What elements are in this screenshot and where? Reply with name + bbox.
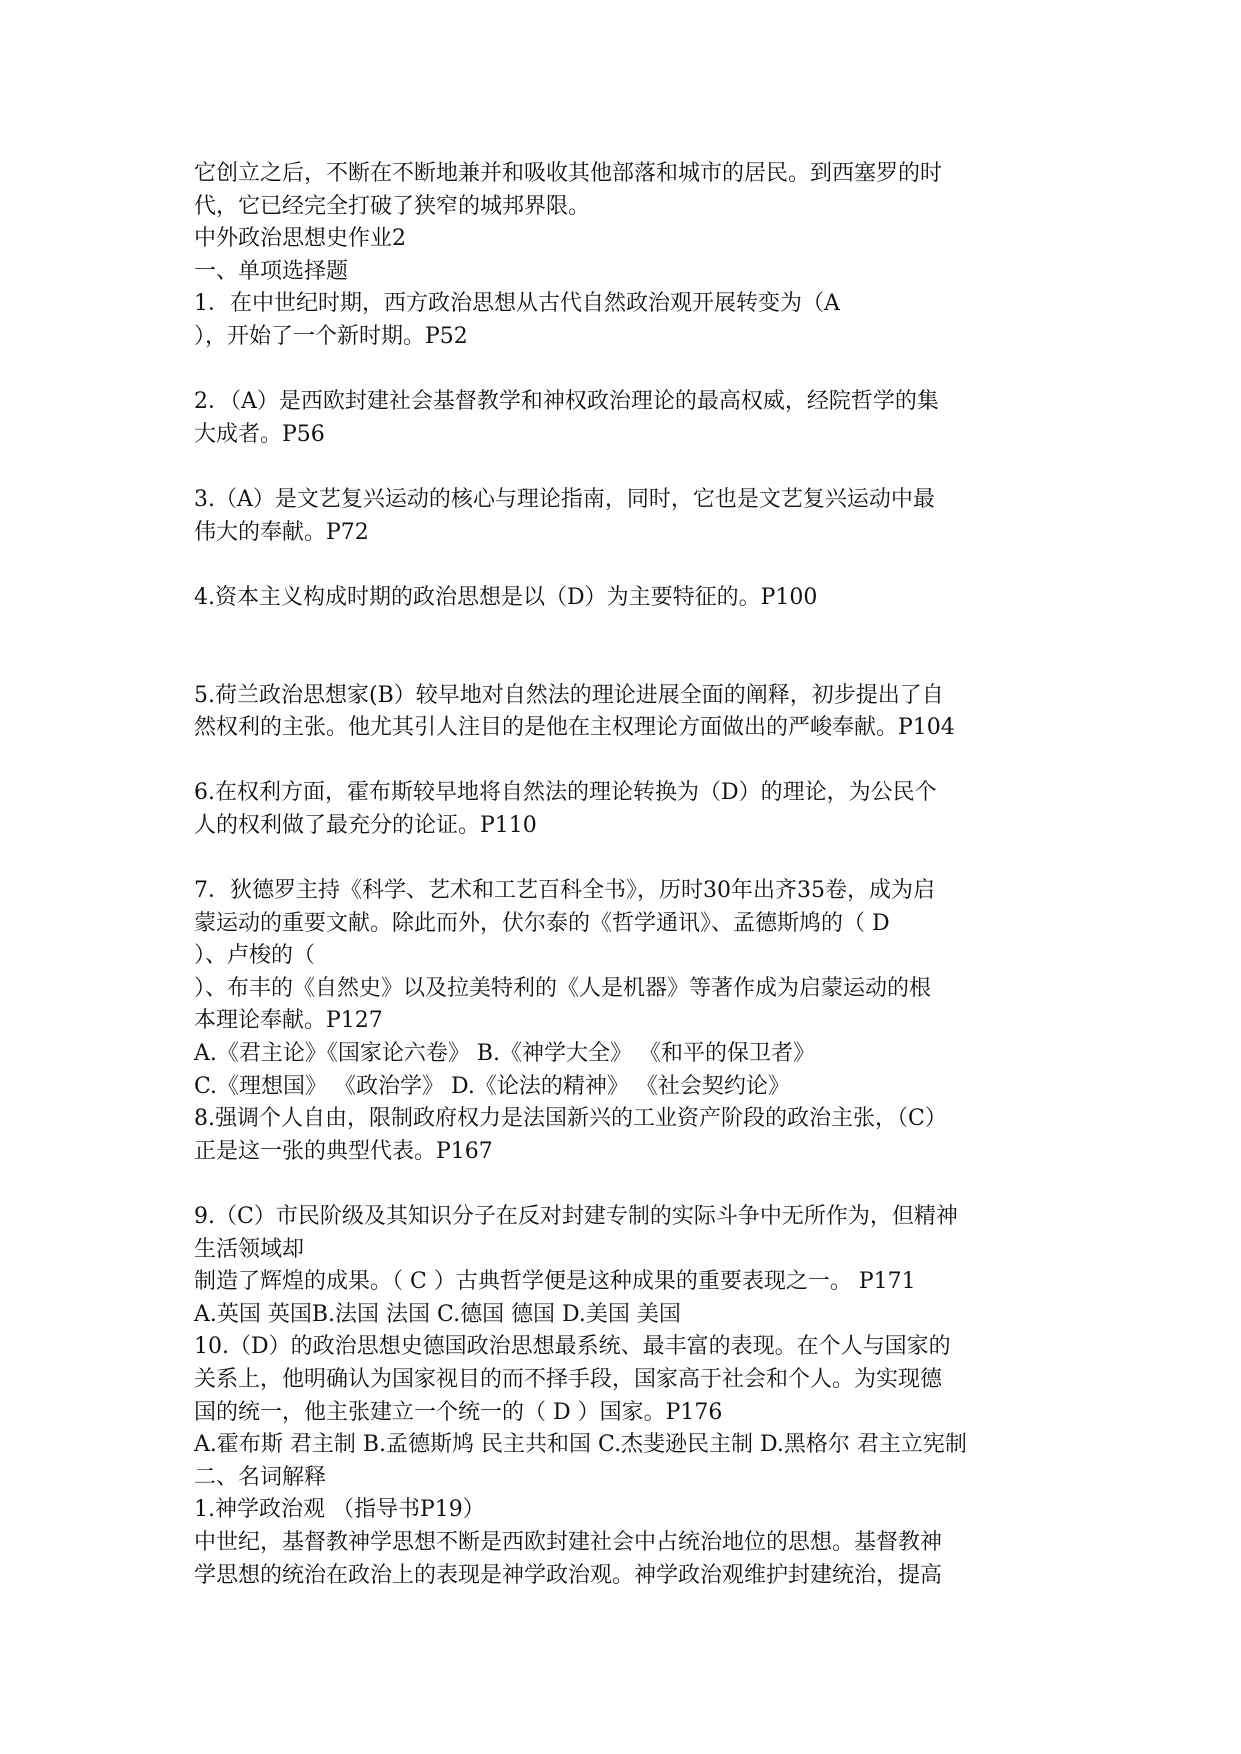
question-5: 5.荷兰政治思想家(B）较早地对自然法的理论进展全面的阐释，初步提出了自 (194, 682, 944, 708)
text-line: 学思想的统治在政治上的表现是神学政治观。神学政治观维护封建统治，提高 (194, 1562, 943, 1588)
text-line: 国的统一，他主张建立一个统一的（ D ）国家。P176 (194, 1399, 723, 1425)
question-2: 2．（A）是西欧封建社会基督教学和神权政治理论的最高权威，经院哲学的集 (194, 389, 939, 415)
option-line: C.《理想国》 《政治学》 D.《论法的精神》 《社会契约论》 (194, 1073, 790, 1099)
text-line: ）、卢梭的（ (194, 943, 316, 969)
text-line: ）、布丰的《自然史》以及拉美特利的《人是机器》等著作成为启蒙运动的根 (194, 975, 932, 1001)
term-title: 1.神学政治观 （指导书P19） (194, 1497, 485, 1523)
option-line: A.英国 英国B.法国 法国 C.德国 德国 D.美国 美国 (194, 1301, 681, 1327)
blank-line (194, 354, 1074, 387)
section-heading: 二、名词解释 (194, 1464, 327, 1490)
text-line: 伟大的奉献。P72 (194, 519, 369, 545)
blank-line (194, 549, 1074, 582)
option-line: A.《君主论》《国家论六卷》 B.《神学大全》 《和平的保卫者》 (194, 1041, 816, 1067)
text-line: 它创立之后，不断在不断地兼并和吸收其他部落和城市的居民。到西塞罗的时 (194, 161, 943, 186)
question-9: 9.（C）市民阶级及其知识分子在反对封建专制的实际斗争中无所作为，但精神 (194, 1204, 958, 1229)
question-8: 8.强调个人自由，限制政府权力是法国新兴的工业资产阶段的政治主张，（C） (194, 1106, 947, 1132)
blank-line (194, 451, 1074, 484)
section-heading: 一、单项选择题 (194, 258, 349, 284)
question-1: 1．在中世纪时期，西方政治思想从古代自然政治观开展转变为（A (194, 291, 840, 317)
question-10: 10.（D）的政治思想史德国政治思想最系统、最丰富的表现。在个人与国家的 (194, 1334, 951, 1360)
text-line: 代，它已经完全打破了狭窄的城邦界限。 (194, 193, 591, 219)
question-4: 4.资本主义构成时期的政治思想是以（D）为主要特征的。P100 (194, 584, 818, 610)
text-line: 人的权利做了最充分的论证。P110 (194, 812, 537, 838)
text-line: 大成者。P56 (194, 421, 325, 447)
text-line: 生活领域却 (194, 1236, 305, 1262)
question-6: 6.在权利方面，霍布斯较早地将自然法的理论转换为（D）的理论，为公民个 (194, 780, 937, 806)
text-line: 本理论奉献。P127 (194, 1008, 383, 1034)
blank-line (194, 842, 1074, 875)
text-line: ），开始了一个新时期。P52 (194, 323, 468, 349)
section-title: 中外政治思想史作业2 (194, 226, 406, 252)
blank-line (194, 1168, 1074, 1201)
text-line: 关系上，他明确认为国家视目的而不择手段，国家高于社会和个人。为实现德 (194, 1366, 943, 1392)
option-line: A.霍布斯 君主制 B.孟德斯鸠 民主共和国 C.杰斐逊民主制 D.黑格尔 君主立宪制 (194, 1432, 967, 1458)
text-line: 制造了辉煌的成果。（ C ）古典哲学便是这种成果的重要表现之一。 P171 (194, 1269, 916, 1295)
blank-line (194, 614, 1074, 679)
question-3: 3.（A）是文艺复兴运动的核心与理论指南，同时，它也是文艺复兴运动中最 (194, 486, 935, 512)
text-line: 然权利的主张。他尤其引人注目的是他在主权理论方面做出的严峻奉献。P104 (194, 715, 955, 741)
question-7: 7．狄德罗主持《科学、艺术和工艺百科全书》，历时30年出齐35卷，成为启 (194, 878, 935, 904)
document-body (194, 158, 1074, 1592)
text-line: 中世纪，基督教神学思想不断是西欧封建社会中占统治地位的思想。基督教神 (194, 1529, 943, 1555)
text-line: 正是这一张的典型代表。P167 (194, 1138, 493, 1164)
blank-line (194, 745, 1074, 778)
text-line: 蒙运动的重要文献。除此而外，伏尔泰的《哲学通讯》、孟德斯鸠的（ D (194, 910, 890, 936)
